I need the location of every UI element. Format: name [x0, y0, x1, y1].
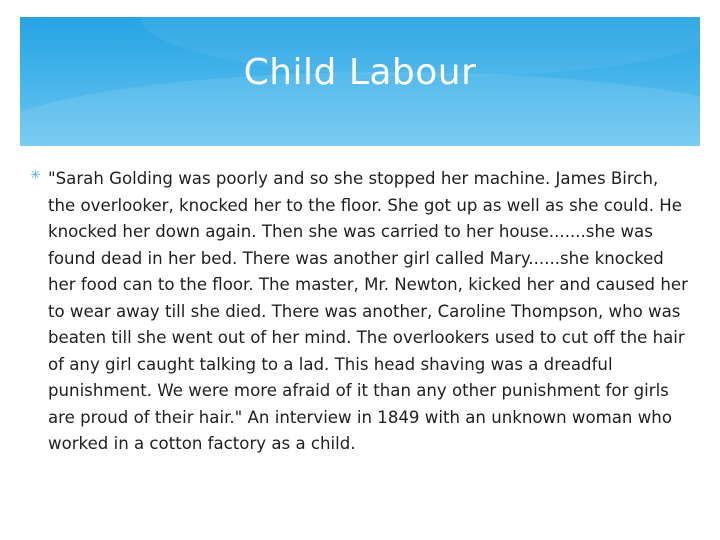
- slide-title: Child Labour: [243, 52, 477, 93]
- asterisk-bullet-icon: ✳: [30, 168, 41, 183]
- bullet-text: "Sarah Golding was poorly and so she stopped her machine. James Birch, the overlooker, knocked her to the floor. She got up as well as she could. He knocked her down again. Then she was carried to her house.......she was found dead in her bed. There was another girl called Mary......she knocked her food can to the floor. The master, Mr. Newton, kicked her and caused her to wear away till she died. There was another, Caroline Thompson, who was beaten till she went out of her mind. The overlookers used to cut off the hair of any girl caught talking to a lad. This head shaving was a dreadful punishment. We were more afraid of it than any other punishment for girls are proud of their hair." An interview in 1849 with an unknown woman who worked in a cotton factory as a child.: [48, 169, 688, 453]
- bullet-item: [30, 166, 690, 458]
- slide-body: [30, 166, 690, 458]
